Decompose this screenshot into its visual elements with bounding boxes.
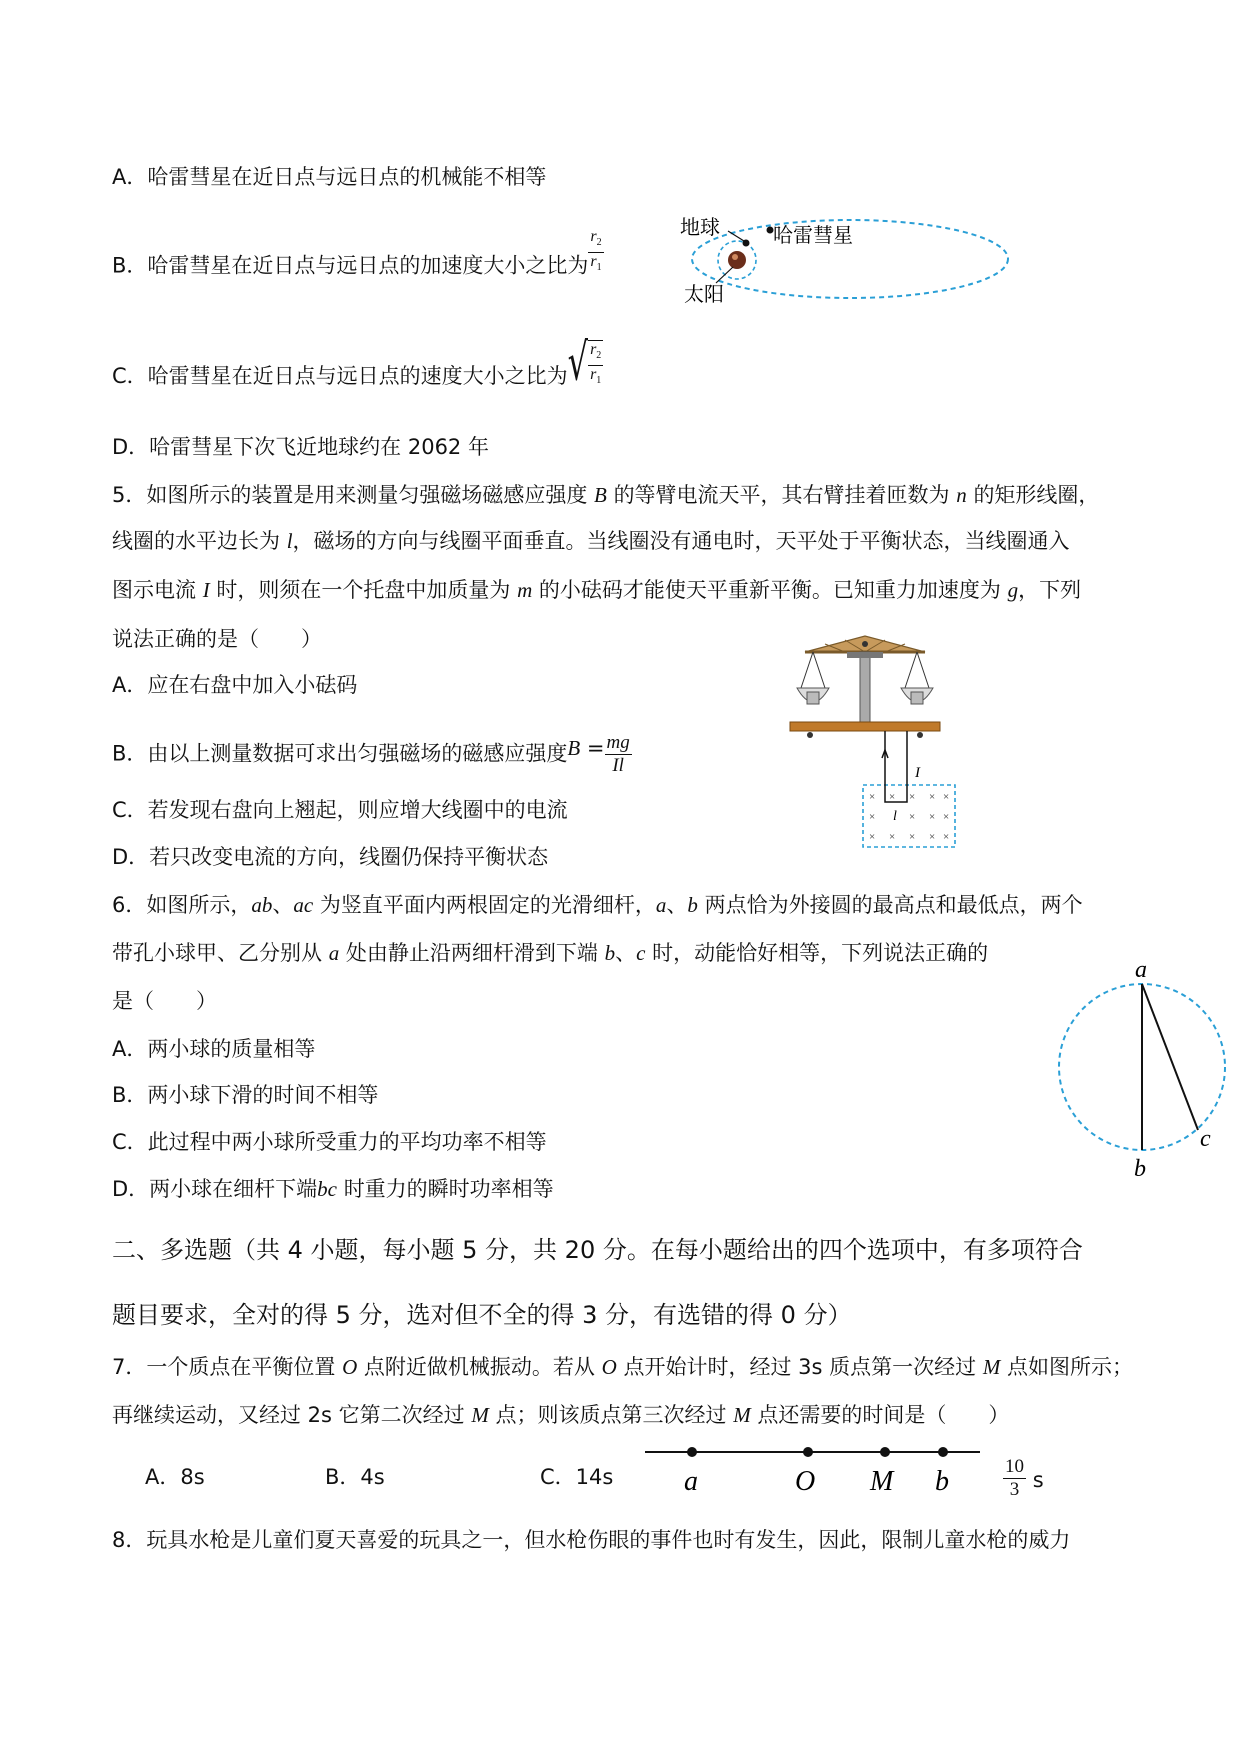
q7-option-c: C．14s (540, 1465, 614, 1489)
rod-ac (1142, 984, 1198, 1130)
q6-l2-b: b (604, 941, 616, 965)
point-a (687, 1447, 697, 1457)
q5-option-d: D．若只改变电流的方向，线圈仍保持平衡状态 (112, 845, 549, 869)
q7-l1c: 点开始计时，经过 3s 质点第一次经过 (623, 1355, 977, 1379)
q6-l1-b: b (687, 893, 698, 917)
q6-l2b: 处由静止沿两细杆滑到下端 (345, 941, 598, 965)
q5-l1-n: n (956, 483, 967, 507)
comet-orbit-figure (670, 210, 1020, 310)
q4-option-d: D．哈雷彗星下次飞近地球约在 2062 年 (112, 435, 489, 459)
q6-d-b: 时重力的瞬时功率相等 (343, 1177, 554, 1201)
q5-l3-g: g (1007, 578, 1019, 602)
q5-l3d: ，下列 (1018, 578, 1082, 602)
q7-stem-line-2 (112, 1400, 1009, 1430)
q5-option-b (112, 732, 632, 777)
pillar-cap (847, 652, 883, 658)
pivot (862, 641, 868, 647)
left-hanger-1 (801, 652, 813, 688)
q6-l1-ac: ac (293, 893, 314, 917)
q4-option-c-fraction (588, 340, 603, 390)
q4-option-b-text: B．哈雷彗星在近日点与远日点的加速度大小之比为 (112, 253, 589, 278)
q6-l2-c: c (636, 941, 646, 965)
q5-l1a: 5．如图所示的装置是用来测量匀强磁场磁感应强度 (112, 483, 588, 507)
q4-option-a: A．哈雷彗星在近日点与远日点的机械能不相等 (112, 165, 547, 189)
q5-b-eq: = (580, 735, 605, 760)
q7-d-den: 3 (1009, 1479, 1020, 1500)
q7-l1d: 点如图所示； (1007, 1355, 1133, 1379)
q7-d-unit: s (1032, 1467, 1044, 1492)
q7-option-d-fraction (1003, 1456, 1026, 1501)
label-b: b (935, 1466, 949, 1497)
section-heading-line-1: 二、多选题（共 4 小题，每小题 5 分，共 20 分。在每小题给出的四个选项中，有多项符合 (112, 1236, 1083, 1264)
q7-option-b: B．4s (325, 1465, 385, 1489)
sun-icon (728, 251, 746, 269)
q5-l3c: 的小砝码才能使天平重新平衡。已知重力加速度为 (538, 578, 1001, 602)
point-M (880, 1447, 890, 1457)
q5-stem-line-4: 说法正确的是（ ） (112, 627, 322, 651)
q7-option-a: A．8s (145, 1465, 205, 1489)
q7-l2c: 点还需要的时间是（ ） (757, 1403, 1010, 1427)
q7-l1-O2: O (601, 1355, 617, 1379)
svg-text:×: × (909, 811, 916, 823)
q6-l2a: 带孔小球甲、乙分别从 (112, 941, 322, 965)
q6-l2d: 时，动能恰好相等，下列说法正确的 (652, 941, 989, 965)
q7-l2b: 点；则该质点第三次经过 (495, 1403, 727, 1427)
right-hanger-1 (905, 652, 917, 688)
q4-option-c-text: C．哈雷彗星在近日点与远日点的速度大小之比为 (112, 364, 568, 389)
q7-stem-line-1 (112, 1352, 1133, 1382)
q4-option-b-fraction (588, 228, 603, 277)
q4-b-num: r (590, 228, 597, 245)
q7-option-d (1003, 1456, 1044, 1501)
q7-l1-M: M (982, 1355, 1001, 1379)
q6-d-bc: bc (317, 1177, 337, 1201)
svg-text:×: × (929, 791, 936, 803)
q4-b-num-sub: 2 (596, 237, 602, 249)
balance-base (790, 722, 940, 731)
point-O (803, 1447, 813, 1457)
q5-b-num: mg (606, 732, 630, 753)
balance-pillar (860, 652, 870, 722)
q4-c-num: r (590, 341, 597, 358)
sqrt-icon: √ (567, 331, 589, 393)
label-O: O (795, 1466, 816, 1497)
svg-text:×: × (869, 811, 876, 823)
q5-b-den: Il (612, 755, 624, 776)
q5-stem-line-3 (112, 575, 1081, 605)
q6-option-a: A．两小球的质量相等 (112, 1037, 316, 1061)
q7-l1b: 点附近做机械振动。若从 (363, 1355, 595, 1379)
svg-text:×: × (929, 831, 936, 843)
label-M: M (870, 1466, 894, 1497)
svg-text:×: × (909, 831, 916, 843)
q6-l1e: 两点恰为外接圆的最高点和最低点，两个 (704, 893, 1083, 917)
label-comet: 哈雷彗星 (773, 223, 853, 247)
q5-option-b-fraction (605, 732, 632, 777)
q4-c-den: r (590, 366, 597, 384)
q7-l1-O: O (342, 1355, 358, 1379)
svg-text:×: × (943, 811, 950, 823)
q4-option-c (112, 331, 603, 402)
point-a-label: a (1135, 957, 1147, 983)
q7-l1a: 7．一个质点在平衡位置 (112, 1355, 336, 1379)
current-balance-figure (785, 630, 950, 852)
q5-stem-line-1 (112, 480, 1099, 510)
q7-d-num: 10 (1005, 1456, 1024, 1477)
svg-text:×: × (909, 791, 916, 803)
q5-l3-I: I (202, 578, 210, 602)
field-cross-marks (869, 791, 949, 843)
q6-l1b: 、 (272, 893, 294, 917)
q8-stem-line-1: 8．玩具水枪是儿童们夏天喜爱的玩具之一，但水枪伤眼的事件也时有发生，因此，限制儿童水枪的威力 (112, 1528, 1071, 1552)
oscillation-line-figure (640, 1440, 990, 1500)
q5-option-b-text: B．由以上测量数据可求出匀强磁场的磁感应强度 (112, 741, 568, 766)
circle-rods-figure (1050, 952, 1230, 1182)
q6-d-a: D．两小球在细杆下端 (112, 1177, 318, 1201)
q6-l2c: 、 (615, 941, 637, 965)
q6-l1c: 为竖直平面内两根固定的光滑细杆， (319, 893, 656, 917)
q5-l1c: 的矩形线圈， (973, 483, 1100, 507)
q5-l1b: 的等臂电流天平，其右臂挂着匝数为 (613, 483, 950, 507)
q5-l3b: 时，则须在一个托盘中加质量为 (216, 578, 511, 602)
right-weight (911, 692, 923, 704)
point-b (938, 1447, 948, 1457)
left-hanger-2 (813, 652, 825, 688)
sun-pointer (716, 267, 733, 283)
q7-l2-M2: M (733, 1403, 751, 1427)
earth-pointer (728, 231, 744, 241)
q4-option-b (112, 228, 604, 291)
svg-text:×: × (869, 791, 876, 803)
svg-text:×: × (943, 791, 950, 803)
q5-l3a: 图示电流 (112, 578, 196, 602)
foot-right (917, 732, 923, 738)
q7-l2-M: M (471, 1403, 489, 1427)
section-heading-line-2: 题目要求，全对的得 5 分，选对但不全的得 3 分，有选错的得 0 分） (112, 1301, 852, 1329)
q5-l2b: ，磁场的方向与线圈平面垂直。当线圈没有通电时，天平处于平衡状态，当线圈通入 (292, 529, 1070, 553)
label-a: a (684, 1466, 698, 1497)
q6-l1-ab: ab (251, 893, 273, 917)
right-hanger-2 (917, 652, 929, 688)
q7-l2a: 再继续运动，又经过 2s 它第二次经过 (112, 1403, 465, 1427)
q4-b-den: r (590, 253, 597, 271)
q5-l2a: 线圈的水平边长为 (112, 529, 280, 553)
q6-option-c: C．此过程中两小球所受重力的平均功率不相等 (112, 1130, 547, 1154)
q6-stem-line-1 (112, 890, 1083, 920)
q5-option-c: C．若发现右盘向上翘起，则应增大线圈中的电流 (112, 798, 568, 822)
point-b-label: b (1134, 1156, 1146, 1182)
q4-b-den-sub: 1 (596, 262, 602, 274)
q4-c-den-sub: 1 (596, 375, 602, 387)
svg-text:×: × (889, 831, 896, 843)
sun-highlight (732, 254, 738, 260)
q6-l1-a: a (655, 893, 667, 917)
q5-option-a: A．应在右盘中加入小砝码 (112, 673, 358, 697)
svg-text:×: × (889, 791, 896, 803)
q6-l1a: 6．如图所示， (112, 893, 252, 917)
q6-l1d: 、 (666, 893, 688, 917)
foot-left (807, 732, 813, 738)
q5-l1-B: B (594, 483, 607, 507)
fig-label-I: I (915, 765, 920, 781)
q6-stem-line-2 (112, 938, 988, 968)
q6-option-d (112, 1174, 554, 1204)
fig-label-l: l (893, 809, 897, 824)
svg-text:×: × (869, 831, 876, 843)
svg-text:×: × (929, 811, 936, 823)
left-weight (807, 692, 819, 704)
q6-stem-line-3: 是（ ） (112, 989, 217, 1013)
q5-l2-l: l (286, 529, 293, 553)
point-c-label: c (1200, 1126, 1211, 1152)
q5-stem-line-2 (112, 526, 1070, 556)
q5-l3-m: m (517, 578, 533, 602)
q6-option-b: B．两小球下滑的时间不相等 (112, 1083, 379, 1107)
label-sun: 太阳 (684, 282, 724, 306)
label-earth: 地球 (680, 215, 720, 239)
q5-b-lhs: B (567, 735, 581, 760)
q4-c-num-sub: 2 (596, 350, 602, 362)
svg-text:×: × (943, 831, 950, 843)
q6-l2-a: a (328, 941, 340, 965)
